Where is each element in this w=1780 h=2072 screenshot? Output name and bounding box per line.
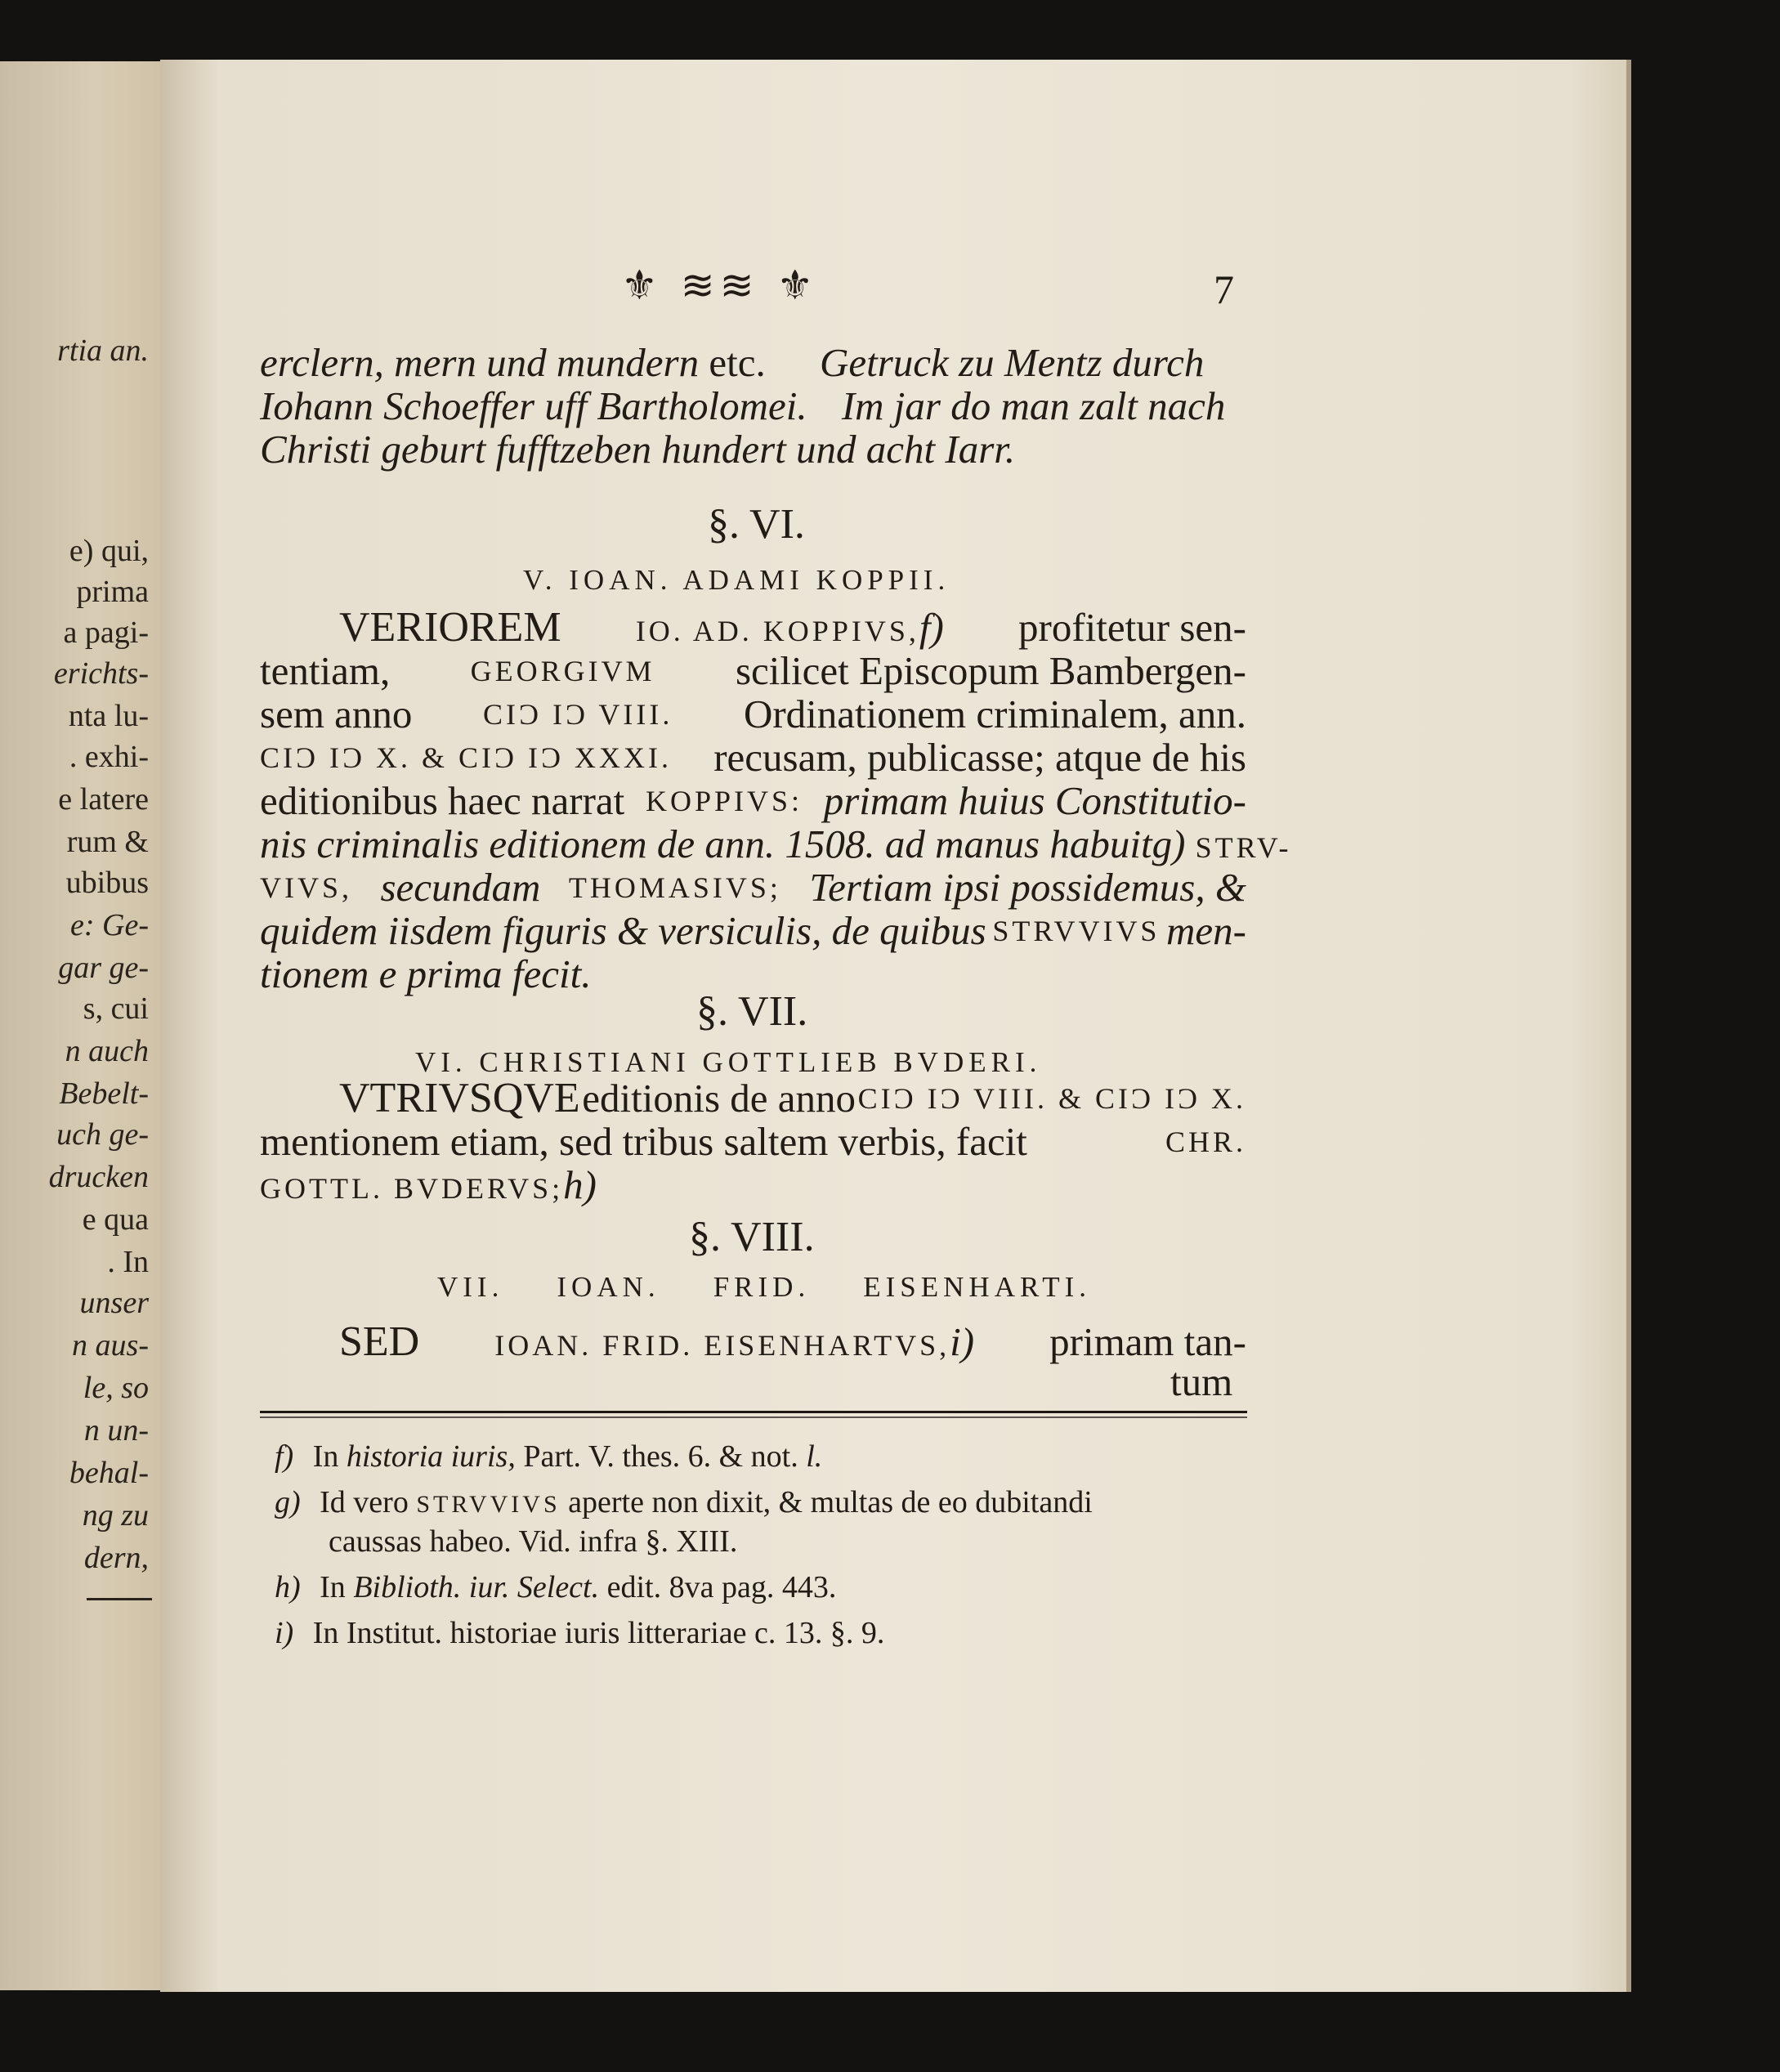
subheading-word: FRID.: [713, 1271, 811, 1303]
paragraph-line: [260, 780, 1246, 822]
footnote-mark: i): [275, 1616, 294, 1650]
footnote-mark: h): [275, 1570, 301, 1604]
left-page-line: ng zu: [82, 1498, 149, 1533]
footnote-rule: [260, 1416, 1247, 1418]
text-span: mentionem etiam, sed tribus saltem verbis, facit: [260, 1119, 1027, 1164]
section-heading: §. VI.: [708, 501, 805, 548]
footnote-g: [275, 1486, 1093, 1521]
left-page-line: a pagi-: [63, 615, 149, 650]
left-page-line: e qua: [82, 1202, 149, 1237]
text-span: GOTTL. BVDERVS;: [260, 1172, 564, 1205]
text-span: nis criminalis editionem de ann. 1508. ad manus habuit: [260, 821, 1152, 866]
text-span: aperte non dixit, & multas de eo dubitandi: [568, 1485, 1093, 1519]
text-span: tentiam,: [260, 648, 391, 693]
text-span: CIƆ IƆ VIII.: [483, 698, 673, 731]
paragraph-line: [339, 1077, 1246, 1120]
page-edge: [1626, 60, 1631, 1992]
left-page-line: . In: [107, 1245, 149, 1279]
footnote-ref: f): [919, 605, 944, 650]
intro-line-2: [260, 385, 1225, 427]
text-span: Tertiam ipsi possidemus, &: [809, 865, 1246, 910]
text-span: SED: [339, 1318, 420, 1365]
text-span: Part. V. thes. 6. & not.: [523, 1439, 798, 1474]
section-heading: §. VII.: [696, 988, 808, 1035]
left-page-line: ubibus: [65, 866, 149, 900]
paragraph-line: [260, 910, 1246, 952]
text-span: THOMASIVS;: [568, 871, 781, 904]
text-span: GEORGIVM: [470, 655, 655, 687]
header-ornament: ⚜ ≋≋ ⚜: [621, 262, 819, 309]
intro-text: Getruck zu Mentz durch: [819, 340, 1205, 385]
text-span: quidem iisdem figuris & versiculis, de quibus: [260, 908, 986, 953]
paragraph-line: [260, 866, 1246, 909]
left-page-line: n un-: [83, 1413, 149, 1448]
text-span: In: [320, 1570, 346, 1604]
left-page-line: n aus-: [72, 1328, 149, 1363]
text-span: Biblioth. iur. Select.: [353, 1570, 600, 1604]
text-span: profitetur sen-: [1018, 605, 1246, 650]
left-page-line: e: Ge-: [70, 908, 149, 942]
intro-line-1: [260, 342, 1204, 384]
text-span: KOPPIVS:: [645, 785, 803, 817]
text-span: sem anno: [260, 691, 413, 736]
text-span: VERIOREM: [339, 604, 561, 651]
section-subheading: V. IOAN. ADAMI KOPPII.: [523, 564, 950, 596]
text-span: In Institut. historiae iuris litterariae c. 13. §. 9.: [312, 1616, 885, 1650]
footnote-mark: f): [275, 1439, 294, 1474]
text-span: STRVVIVS: [416, 1491, 561, 1518]
subheading-word: VII.: [437, 1271, 504, 1303]
text-span: scilicet Episcopum Bambergen-: [735, 648, 1246, 693]
left-page-line: rtia an.: [57, 333, 149, 368]
text-span: CHR.: [1165, 1126, 1246, 1158]
paragraph-line: [260, 736, 1246, 779]
text-span: VTRIVSQVE: [339, 1075, 580, 1121]
left-page-line: drucken: [48, 1160, 149, 1194]
text-span: edit. 8va pag. 443.: [606, 1570, 837, 1604]
catchword: tum: [1170, 1359, 1233, 1404]
footnote-ref: h): [563, 1162, 597, 1207]
text-span: editionis de anno: [582, 1076, 856, 1121]
paragraph-line: [260, 650, 1246, 692]
footnote-i: [275, 1617, 884, 1649]
footnote-ref: i): [950, 1319, 975, 1364]
left-page-line: rum &: [66, 825, 149, 859]
text-span: men-: [1166, 908, 1246, 953]
intro-text: etc.: [709, 340, 766, 385]
left-page-line: e) qui,: [69, 534, 149, 568]
left-page-line: Bebelt-: [59, 1076, 149, 1111]
footnote-ref: g): [1152, 821, 1186, 866]
text-span: primam tan-: [1049, 1319, 1246, 1364]
text-span: l.: [806, 1439, 823, 1474]
left-page-edge: [0, 61, 160, 1990]
left-page-line: s, cui: [83, 991, 149, 1026]
text-span: VIVS,: [260, 871, 353, 904]
text-span: Ordinationem criminalem, ann.: [743, 691, 1246, 736]
footnote-f: [275, 1440, 822, 1473]
text-span: recusam, publicasse; atque de his: [713, 735, 1246, 780]
left-page-line: gar ge-: [58, 951, 149, 985]
left-page-line: le, so: [83, 1371, 149, 1405]
paragraph-line: [260, 1121, 1246, 1163]
intro-line-3: Christi geburt fufftzeben hundert und acht Iarr.: [260, 427, 1016, 472]
left-page-rule: [87, 1598, 152, 1600]
section-heading: §. VIII.: [689, 1214, 815, 1260]
left-page-line: dern,: [83, 1541, 149, 1575]
text-span: In: [312, 1439, 339, 1474]
intro-text: Im jar do man zalt nach: [841, 383, 1226, 428]
text-span: CIƆ IƆ VIII. & CIƆ IƆ X.: [857, 1082, 1246, 1115]
text-span: IO. AD. KOPPIVS,: [635, 615, 919, 647]
paragraph-line: [260, 821, 1292, 869]
section-subheading: VI. CHRISTIANI GOTTLIEB BVDERI.: [415, 1046, 1042, 1078]
left-page-line: unser: [79, 1286, 149, 1320]
paragraph-line: tionem e prima fecit.: [260, 951, 592, 996]
subheading-word: IOAN.: [557, 1271, 660, 1303]
section-subheading: [437, 1271, 1091, 1304]
intro-text: erclern, mern und mundern: [260, 340, 700, 385]
left-page-line: uch ge-: [56, 1117, 149, 1152]
text-span: IOAN. FRID. EISENHARTVS,: [494, 1329, 950, 1362]
paragraph-line: [339, 606, 1246, 652]
footnote-mark: g): [275, 1485, 301, 1519]
left-page-line: erichts-: [53, 656, 149, 691]
paragraph-line: [260, 693, 1246, 736]
left-page-line: nta lu-: [68, 699, 149, 733]
paragraph-line: [339, 1318, 1246, 1367]
subheading-word: EISENHARTI.: [863, 1271, 1091, 1303]
paragraph-line: [260, 1164, 597, 1210]
left-page-line: n auch: [65, 1034, 149, 1068]
left-page-line: . exhi-: [69, 740, 149, 774]
text-span: secundam: [380, 865, 541, 910]
text-span: editionibus haec narrat: [260, 778, 625, 823]
text-span: CIƆ IƆ X. & CIƆ IƆ XXXI.: [260, 741, 673, 774]
text-span: primam huius Constitutio-: [823, 778, 1246, 823]
text-span: STRV-: [1195, 831, 1292, 864]
text-span: Id vero: [320, 1485, 409, 1519]
text-span: STRVVIVS: [992, 915, 1161, 947]
footnote-h: [275, 1571, 836, 1604]
intro-text: Iohann Schoeffer uff Bartholomei.: [260, 383, 807, 428]
page-number: 7: [1214, 266, 1234, 312]
left-page-line: behal-: [69, 1456, 149, 1490]
footnote-g-cont: caussas habeo. Vid. infra §. XIII.: [329, 1524, 738, 1559]
footnote-rule: [260, 1411, 1247, 1413]
text-span: historia iuris,: [346, 1439, 516, 1474]
left-page-line: prima: [76, 575, 149, 609]
left-page-line: e latere: [58, 782, 149, 817]
